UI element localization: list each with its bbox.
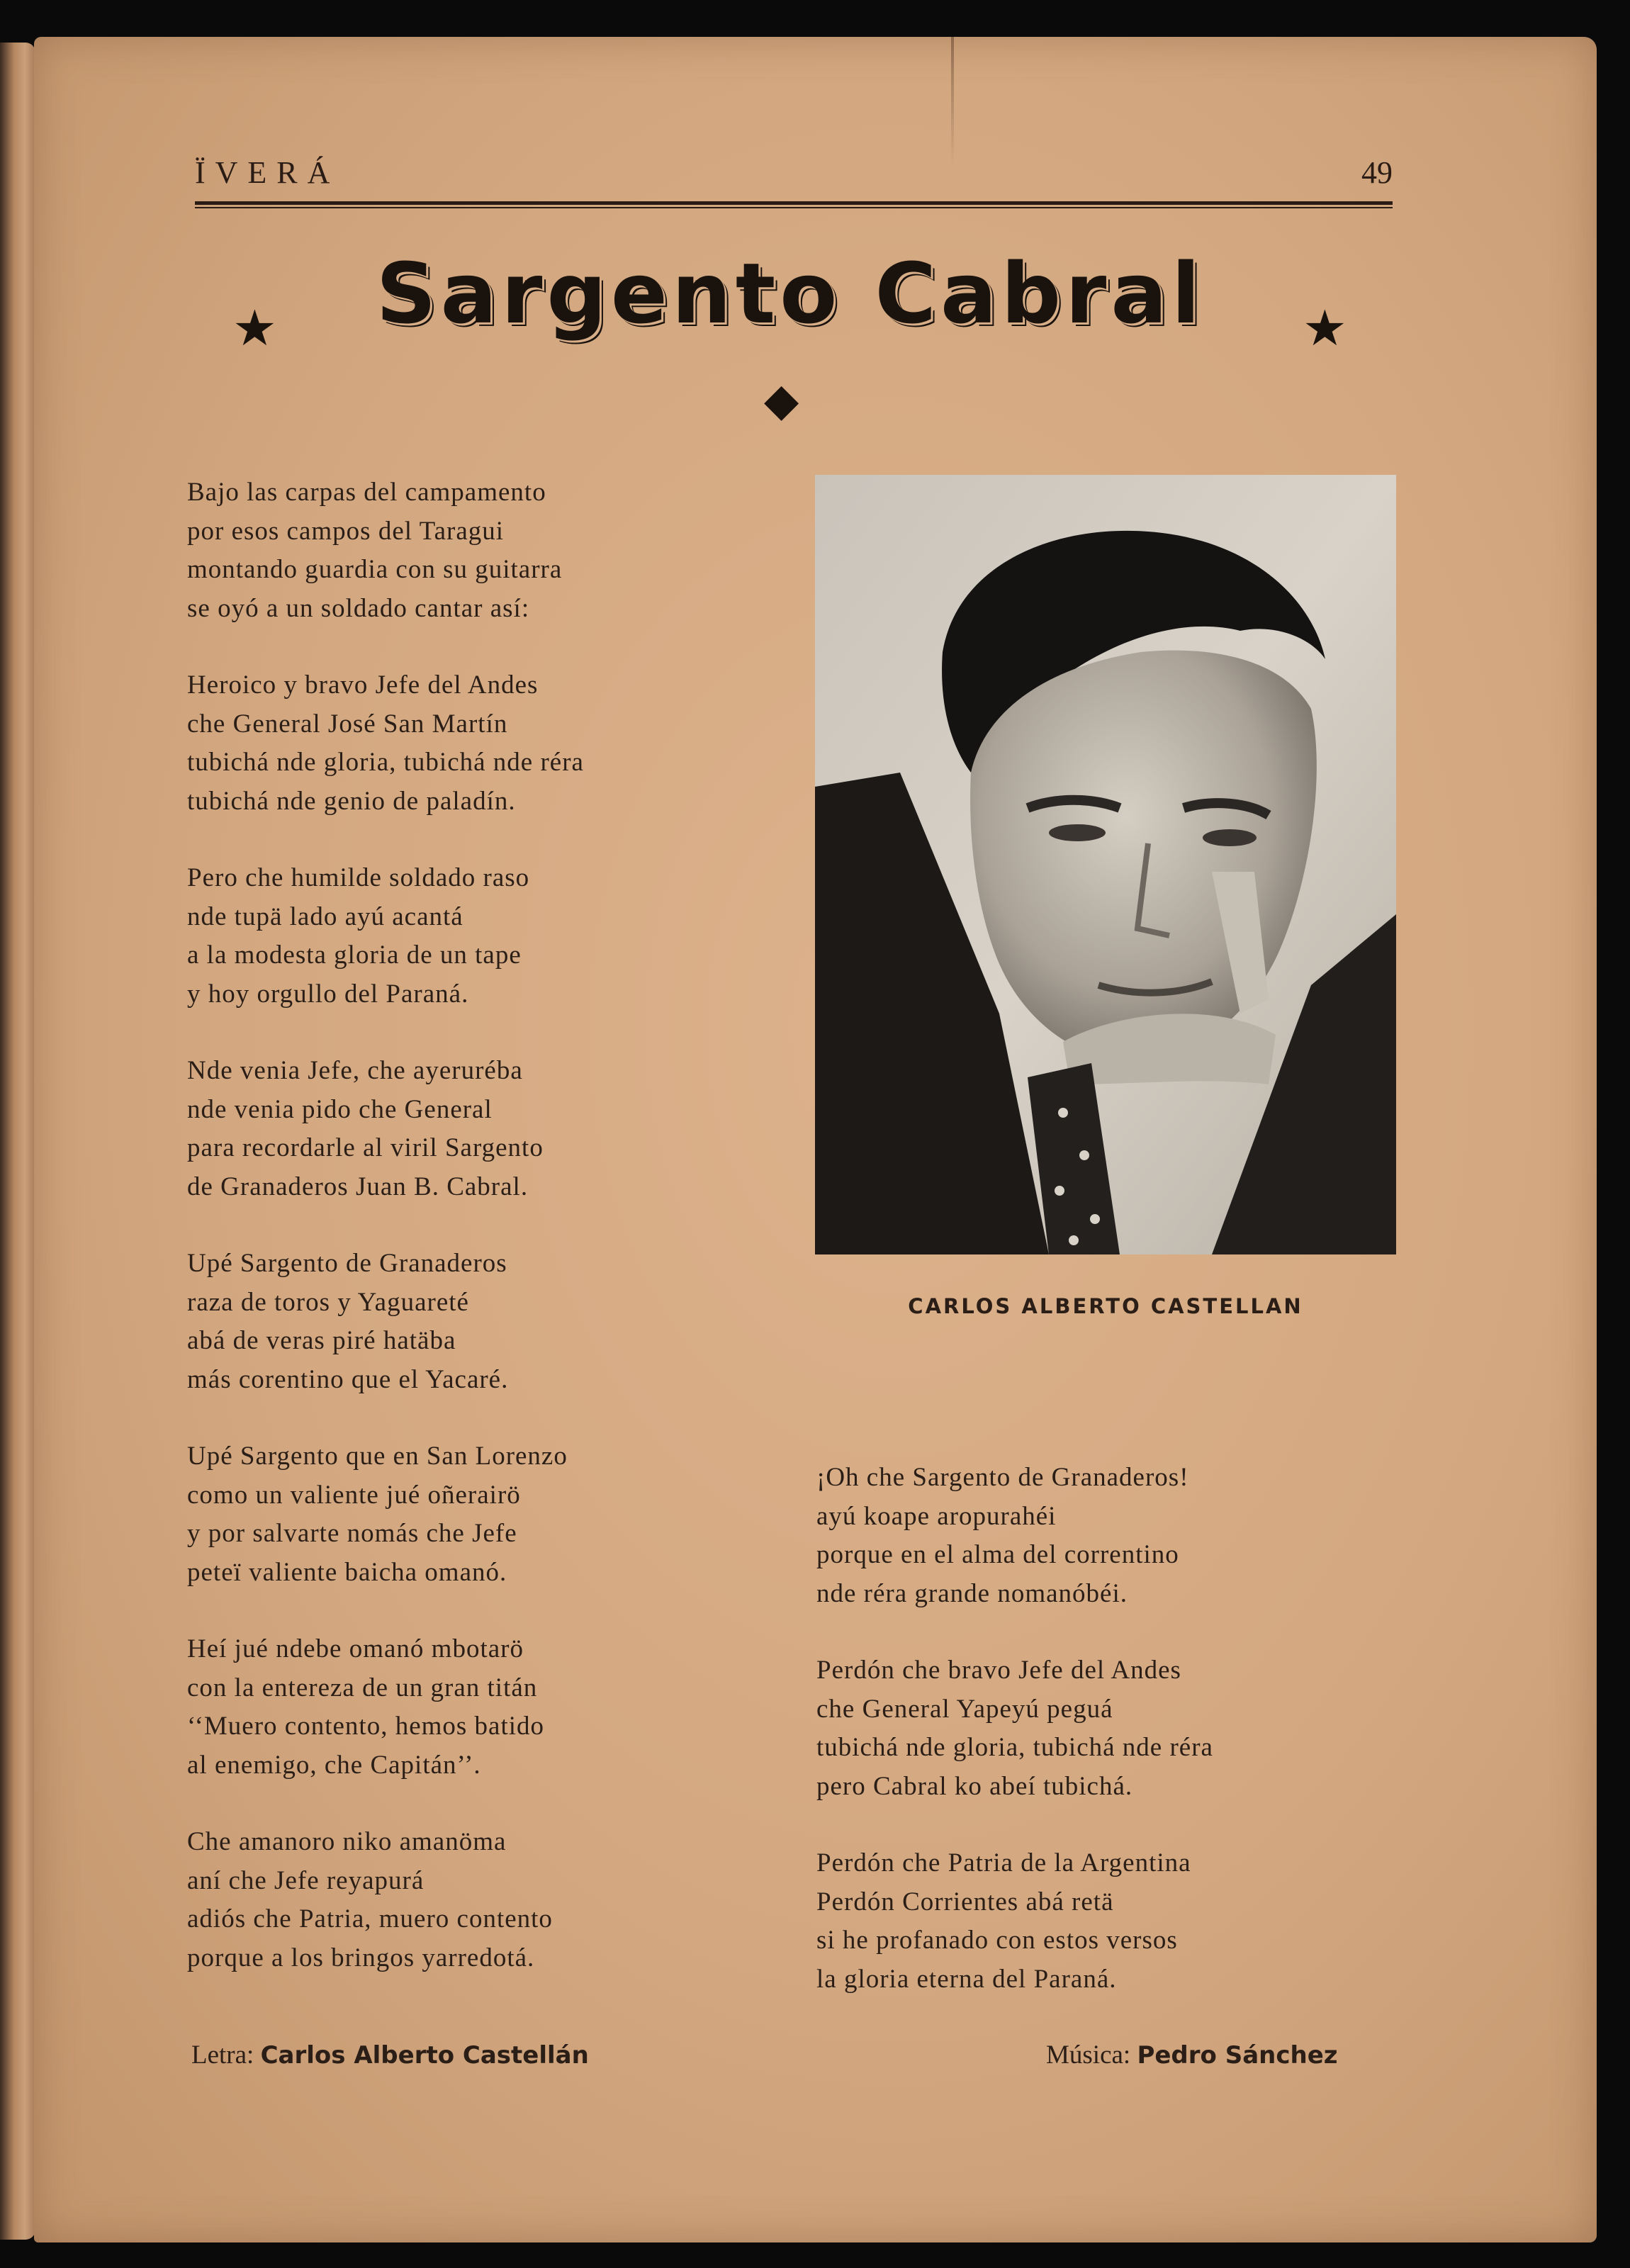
lyrics-author: Carlos Alberto Castellán: [260, 2041, 589, 2070]
lyric-line: más corentino que el Yacaré.: [187, 1364, 509, 1394]
lyric-line: ‘‘Muero contento, hemos batido: [187, 1712, 545, 1741]
lyric-line: Perdón che bravo Jefe del Andes: [816, 1656, 1181, 1685]
page-number: 49: [1361, 155, 1393, 190]
lyric-line: al enemigo, che Capitán’’.: [187, 1750, 481, 1780]
music-credit: [1046, 2040, 1338, 2070]
stanza: [816, 1844, 1383, 1999]
lyric-line: tubichá nde genio de paladín.: [187, 786, 516, 816]
stanza: [187, 1437, 740, 1592]
lyric-line: abá de veras piré hatäba: [187, 1326, 456, 1355]
stanza: [187, 859, 740, 1014]
lyric-line: de Granaderos Juan B. Cabral.: [187, 1172, 529, 1201]
stanza: [187, 1245, 740, 1399]
running-header: [195, 155, 1393, 204]
lyric-line: Perdón che Patria de la Argentina: [816, 1848, 1191, 1877]
lyrics-credit: [191, 2040, 589, 2070]
diamond-ornament-icon: ◆: [764, 375, 799, 425]
header-rule: [195, 201, 1393, 208]
lyric-line: Heí jué ndebe omanó mbotarö: [187, 1634, 524, 1663]
lyric-line: nde tupä lado ayú acantá: [187, 902, 463, 931]
magazine-title: ÏVERÁ: [195, 155, 340, 190]
music-label: Música:: [1046, 2040, 1131, 2070]
lyric-line: raza de toros y Yaguareté: [187, 1287, 469, 1317]
lyric-line: porque a los bringos yarredotá.: [187, 1943, 535, 1972]
stanza: [187, 1823, 740, 1977]
lyric-line: che General Yapeyú peguá: [816, 1694, 1113, 1724]
stanza: [187, 1630, 740, 1785]
lyrics-label: Letra:: [191, 2040, 254, 2070]
song-title: Sargento Cabral: [376, 245, 1205, 342]
photo-caption: CARLOS ALBERTO CASTELLAN: [908, 1294, 1303, 1318]
lyric-line: Pero che humilde soldado raso: [187, 863, 530, 892]
page-tear: [951, 37, 954, 164]
lyric-line: aní che Jefe reyapurá: [187, 1865, 425, 1895]
lyric-line: adiós che Patria, muero contento: [187, 1904, 553, 1933]
lyrics-left-column: [187, 473, 740, 2016]
lyric-line: Che amanoro niko amanöma: [187, 1827, 507, 1856]
lyrics-right-column: [816, 1459, 1383, 2037]
lyric-line: y hoy orgullo del Paraná.: [187, 979, 469, 1009]
lyric-line: como un valiente jué oñerairö: [187, 1480, 521, 1510]
lyric-line: Perdón Corrientes abá retä: [816, 1887, 1114, 1916]
lyric-line: y por salvarte nomás che Jefe: [187, 1519, 517, 1548]
lyric-line: Upé Sargento que en San Lorenzo: [187, 1442, 568, 1471]
author-portrait-photo: [815, 475, 1396, 1254]
lyric-line: Bajo las carpas del campamento: [187, 478, 546, 507]
lyric-line: se oyó a un soldado cantar así:: [187, 593, 530, 623]
lyric-line: tubichá nde gloria, tubichá nde réra: [187, 748, 584, 777]
book-spine: [0, 43, 35, 2240]
lyric-line: a la modesta gloria de un tape: [187, 941, 522, 970]
star-icon: ★: [232, 302, 277, 357]
lyric-line: ¡Oh che Sargento de Granaderos!: [816, 1463, 1189, 1492]
stanza: [187, 1052, 740, 1206]
lyric-line: con la entereza de un gran titán: [187, 1673, 538, 1702]
lyric-line: para recordarle al viril Sargento: [187, 1133, 544, 1162]
lyric-line: peteï valiente baicha omanó.: [187, 1557, 507, 1587]
lyric-line: nde venia pido che General: [187, 1094, 493, 1124]
lyric-line: si he profanado con estos versos: [816, 1926, 1178, 1955]
lyric-line: nde réra grande nomanóbéi.: [816, 1578, 1128, 1608]
stanza: [816, 1651, 1383, 1806]
stanza: [816, 1459, 1383, 1613]
stanza: [187, 473, 740, 628]
lyric-line: ayú koape aropurahéi: [816, 1501, 1057, 1531]
lyric-line: porque en el alma del correntino: [816, 1540, 1179, 1569]
lyric-line: por esos campos del Taragui: [187, 516, 505, 546]
stanza: [187, 666, 740, 821]
music-author: Pedro Sánchez: [1137, 2041, 1338, 2070]
lyric-line: pero Cabral ko abeí tubichá.: [816, 1771, 1133, 1801]
lyric-line: la gloria eterna del Paraná.: [816, 1964, 1117, 1994]
lyric-line: Heroico y bravo Jefe del Andes: [187, 670, 539, 700]
lyric-line: montando guardia con su guitarra: [187, 555, 563, 584]
lyric-line: che General José San Martín: [187, 709, 508, 739]
star-icon: ★: [1303, 302, 1347, 357]
lyric-line: Nde venia Jefe, che ayeruréba: [187, 1056, 523, 1085]
lyric-line: tubichá nde gloria, tubichá nde réra: [816, 1733, 1213, 1762]
lyric-line: Upé Sargento de Granaderos: [187, 1249, 507, 1278]
